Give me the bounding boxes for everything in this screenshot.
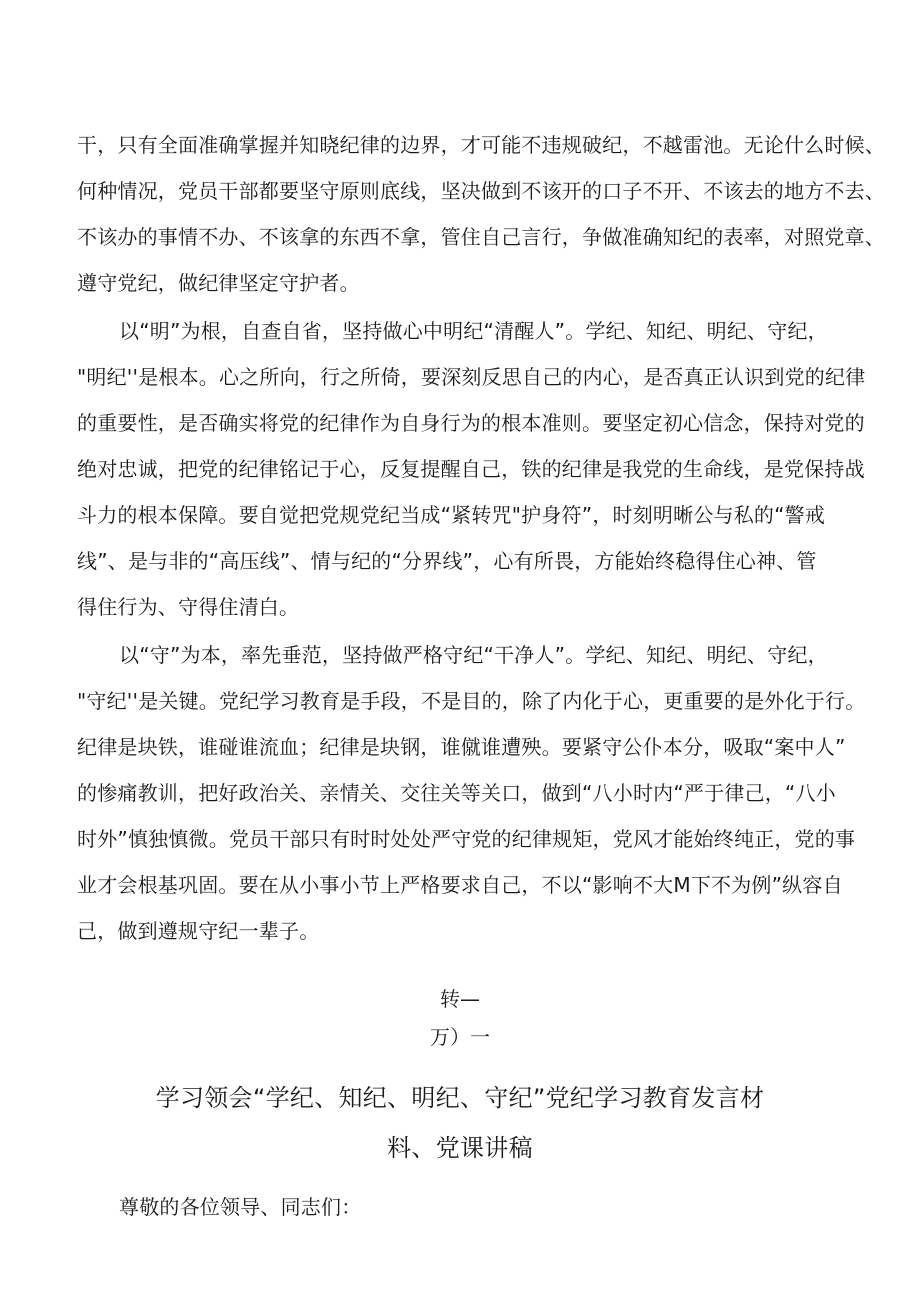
paragraph-2-line-2: "明纪''是根本。心之所向，行之所倚，要深刻反思自己的内心，是否真正认识到党的纪律 <box>77 365 866 389</box>
paragraph-3-line-4: 的惨痛教训，把好政治关、亲情关、交往关等关口，做到“八小时内“严于律己，“八小 <box>77 781 836 805</box>
paragraph-3-line-5: 时外”慎独慎微。党员干部只有时时处处严守党的纪律规矩，党风才能始终纯正，党的事 <box>77 827 856 851</box>
paragraph-3-line-6: 业才会根基巩固。要在从小事小节上严格要求自己，不以“影响不大M下不为例”纵容自 <box>77 873 843 897</box>
paragraph-3-line-2: "守纪''是关键。党纪学习教育是手段，不是目的，除了内化于心，更重要的是外化于行。 <box>77 689 866 713</box>
separator-line-1: 转— <box>440 987 480 1011</box>
paragraph-2-line-1: 以“明”为根，自查自省，坚持做心中明纪“清醒人”。学纪、知纪、明纪、守纪， <box>119 319 828 343</box>
document-title-line-1: 学习领会“学纪、知纪、明纪、守纪”党纪学习教育发言材 <box>155 1084 765 1112</box>
paragraph-1-line-3: 不该办的事情不办、不该拿的东西不拿，管住自己言行，争做准确知纪的表率，对照党章、 <box>77 225 885 249</box>
paragraph-2-line-6: 线”、是与非的“高压线”、情与纪的“分界线”，心有所畏，方能始终稳得住心神、管 <box>77 549 817 573</box>
paragraph-3-line-1: 以“守”为本，率先垂范，坚持做严格守纪“干净人”。学纪、知纪、明纪、守纪， <box>119 643 828 667</box>
paragraph-2-line-7: 得住行为、守得住清白。 <box>77 595 300 619</box>
separator-line-2: 万）一 <box>430 1025 490 1049</box>
paragraph-2-line-3: 的重要性，是否确实将党的纪律作为自身行为的根本准则。要坚定初心信念，保持对党的 <box>77 411 865 435</box>
paragraph-3-line-3: 纪律是块铁，谁碰谁流血；纪律是块钢，谁僦谁遭殃。要紧守公仆本分，吸取“案中人” <box>77 735 846 759</box>
paragraph-1-line-2: 何种情况，党员干部都要坚守原则底线，坚决做到不该开的口子不开、不该去的地方不去、 <box>77 179 885 203</box>
paragraph-3-line-7: 己，做到遵规守纪一辈子。 <box>77 919 320 943</box>
salutation: 尊敬的各位领导、同志们： <box>119 1195 362 1219</box>
document-title-line-2: 料、党课讲稿 <box>387 1134 533 1162</box>
paragraph-1-line-4: 遵守党纪，做纪律坚定守护者。 <box>77 271 360 295</box>
paragraph-2-line-4: 绝对忠诚，把党的纪律铭记于心，反复提醒自己，铁的纪律是我党的生命线，是党保持战 <box>77 457 865 481</box>
paragraph-1-line-1: 干，只有全面准确掌握并知晓纪律的边界，才可能不违规破纪，不越雷池。无论什么时候、 <box>77 133 885 157</box>
paragraph-2-line-5: 斗力的根本保障。要自觉把党规党纪当成“紧转咒"护身符”，时刻明晰公与私的“警戒 <box>77 503 826 527</box>
